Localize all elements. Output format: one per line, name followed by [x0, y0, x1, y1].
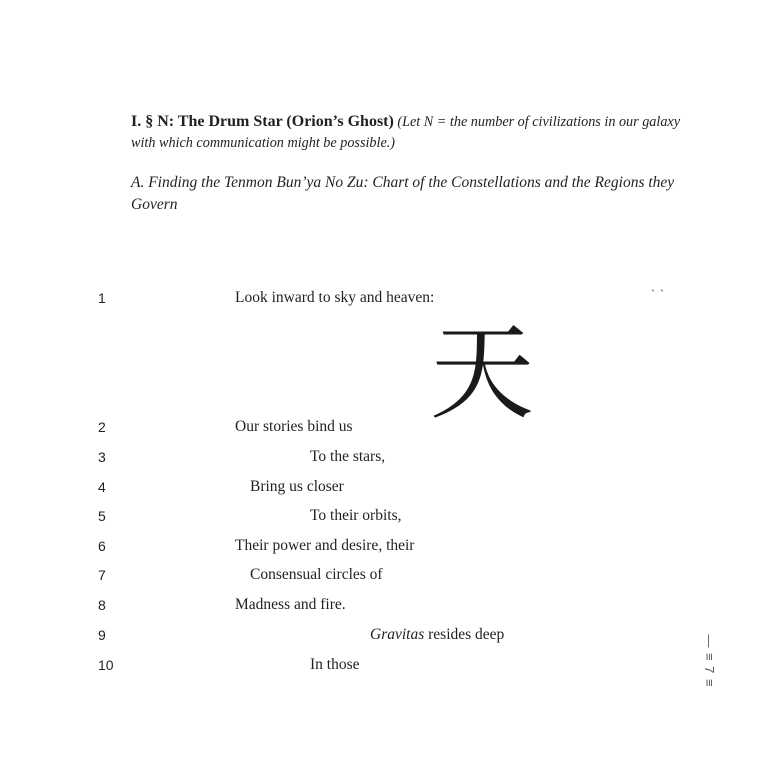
section-title: I. § N: The Drum Star (Orion’s Ghost): [131, 113, 394, 130]
line-text: In those: [310, 656, 360, 673]
poem-line: [0, 416, 768, 438]
poem-line: [0, 535, 768, 557]
line-text: Their power and desire, their: [235, 537, 415, 554]
line-italic-word: Gravitas: [370, 626, 425, 643]
line-number: 4: [98, 479, 106, 495]
line-number: 6: [98, 538, 106, 554]
line-text: Look inward to sky and heaven:: [235, 289, 435, 306]
poem-line: [0, 505, 768, 527]
section-heading: [131, 111, 691, 154]
line-text: Consensual circles of: [250, 566, 383, 583]
page-number: — ≡ 7 ≡: [702, 634, 717, 688]
page-folio: [690, 621, 724, 711]
poem-line: [0, 476, 768, 498]
poem-line: [0, 654, 768, 676]
line-text: [370, 624, 504, 646]
line-number: 5: [98, 508, 106, 524]
kanji-ten: 天: [430, 312, 535, 434]
line-text-rest: resides deep: [424, 626, 505, 643]
line-number: 1: [98, 290, 106, 306]
line-text: To their orbits,: [310, 507, 402, 524]
line-text: Madness and fire.: [235, 596, 346, 613]
line-number: 8: [98, 597, 106, 613]
line-number: 10: [98, 657, 114, 673]
poem-line: [0, 594, 768, 616]
poem-line: [0, 624, 768, 646]
line-number: 2: [98, 419, 106, 435]
poem-line: [0, 564, 768, 586]
line-number: 7: [98, 567, 106, 583]
tick-mark: ` `: [651, 287, 665, 301]
poem-line: [0, 446, 768, 468]
line-text: Bring us closer: [250, 478, 344, 495]
line-text: Our stories bind us: [235, 418, 353, 435]
line-text: To the stars,: [310, 448, 386, 465]
subsection-heading: A. Finding the Tenmon Bun’ya No Zu: Chart of the Constellations and the Regions they Govern: [131, 174, 675, 213]
line-number: 3: [98, 449, 106, 465]
section-note: (Let N = the number of civilizations in our galaxy with which communication might be possible.): [131, 114, 681, 151]
poem-line: [0, 287, 768, 309]
line-number: 9: [98, 627, 106, 643]
